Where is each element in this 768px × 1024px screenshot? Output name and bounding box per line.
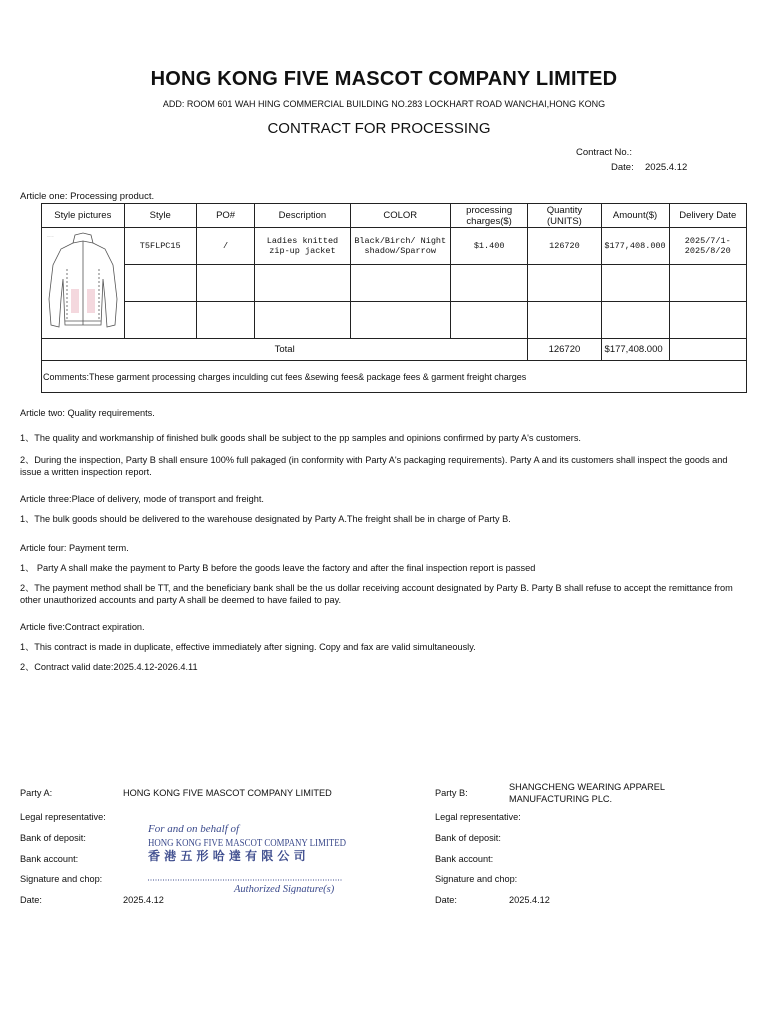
cell-style: T5FLPC15 [124,228,196,265]
table-row-empty [42,302,747,339]
header-amount: Amount($) [601,204,669,228]
cell-description: Ladies knitted zip-up jacket [255,228,350,265]
table-row [42,228,747,265]
party-a-name: HONG KONG FIVE MASCOT COMPANY LIMITED [123,788,332,798]
article-three-heading: Article three:Place of delivery, mode of transport and freight. [20,494,264,504]
party-b-signature: Signature and chop: [435,874,518,884]
party-a-bank-account: Bank account: [20,854,79,864]
article-four-heading: Article four: Payment term. [20,543,129,553]
party-b-date-value: 2025.4.12 [509,895,550,905]
jacket-sketch-icon [45,229,121,335]
company-title: HONG KONG FIVE MASCOT COMPANY LIMITED [150,68,618,90]
cell-color: Black/Birch/ Night shadow/Sparrow [350,228,450,265]
party-b-legal-rep: Legal representative: [435,812,521,822]
party-a-date-value: 2025.4.12 [123,895,164,905]
article-four-p1: 1、 Party A shall make the payment to Party B before the goods leave the factory and after the final inspection report is passed [20,563,536,573]
cell-quantity: 126720 [528,228,601,265]
stamp-line3: 香 港 五 形 哈 達 有 限 公 司 [148,849,306,863]
total-amount: $177,408.000 [601,339,669,361]
table-header-row [42,204,747,228]
party-b-name-line1: SHANGCHENG WEARING APPAREL [509,782,666,792]
header-po: PO# [196,204,255,228]
header-style-pictures: Style pictures [42,204,125,228]
cell-delivery-date: 2025/7/1- 2025/8/20 [669,228,746,265]
total-quantity: 126720 [528,339,601,361]
header-date-value: 2025.4.12 [645,162,688,173]
header-quantity: Quantity (UNITS) [528,204,601,228]
party-a-signature: Signature and chop: [20,874,103,884]
document-title: CONTRACT FOR PROCESSING [267,120,491,137]
party-a-bank-deposit: Bank of deposit: [20,833,86,843]
article-three-p1: 1、The bulk goods should be delivered to the warehouse designated by Party A.The freight shall be in charge of Party B. [20,514,511,524]
header-delivery-date: Delivery Date [669,204,746,228]
contract-no-label: Contract No.: [576,147,632,158]
article-five-p1: 1、This contract is made in duplicate, effective immediately after signing. Copy and fax are valid simultaneously. [20,642,476,652]
stamp-line4: Authorized Signature(s) [234,884,335,894]
header-style: Style [124,204,196,228]
party-b-label: Party B: [435,788,468,798]
cell-amount: $177,408.000 [601,228,669,265]
header-description: Description [255,204,350,228]
party-b-bank-deposit: Bank of deposit: [435,833,501,843]
party-b-date-label: Date: [435,895,457,905]
cell-processing-charge: $1.400 [450,228,527,265]
total-label: Total [42,339,528,361]
article-two-heading: Article two: Quality requirements. [20,408,155,418]
header-date-label: Date: [611,162,634,173]
table-row-empty [42,265,747,302]
header-processing-charges: processing charges($) [450,204,527,228]
article-four-p2: 2、The payment method shall be TT, and the beneficiary bank shall be the us dollar receiving account designated by Party B. Party B shall refuse to accept the remittance from other unauthorized accounts and party A shall be deemed to have failed to pay. [20,583,733,605]
product-table [41,203,747,393]
party-a-legal-rep: Legal representative: [20,812,106,822]
stamp-line2: HONG KONG FIVE MASCOT COMPANY LIMITED [148,838,346,849]
company-chop-stamp [146,822,352,894]
article-two-p1: 1、The quality and workmanship of finished bulk goods shall be subject to the pp samples and opinions confirmed by party A's customers. [20,433,581,443]
total-row [42,339,747,361]
article-two-p2: 2、During the inspection, Party B shall ensure 100% full pakaged (in conformity with Party A's packaging requirements). Party A and its customers shall inspect the goods and issue a written inspection report. [20,455,728,477]
comments-row [42,361,747,393]
party-b-name-line2: MANUFACTURING PLC. [509,794,613,804]
article-five-heading: Article five:Contract expiration. [20,622,145,632]
party-a-date-label: Date: [20,895,42,905]
stamp-line1: For and on behalf of [148,823,240,835]
party-b-bank-account: Bank account: [435,854,494,864]
svg-text:......: ...... [46,232,54,238]
article-five-p2: 2、Contract valid date:2025.4.12-2026.4.11 [20,662,198,672]
comments-text: Comments:These garment processing charges inculding cut fees &sewing fees& package fees & garment freight charges [42,361,747,393]
header-color: COLOR [350,204,450,228]
company-address: ADD: ROOM 601 WAH HING COMMERCIAL BUILDING NO.283 LOCKHART ROAD WANCHAI,HONG KONG [162,99,606,109]
party-a-label: Party A: [20,788,53,798]
style-picture-cell [42,228,125,339]
cell-po: / [196,228,255,265]
article-one-heading: Article one: Processing product. [20,191,155,202]
